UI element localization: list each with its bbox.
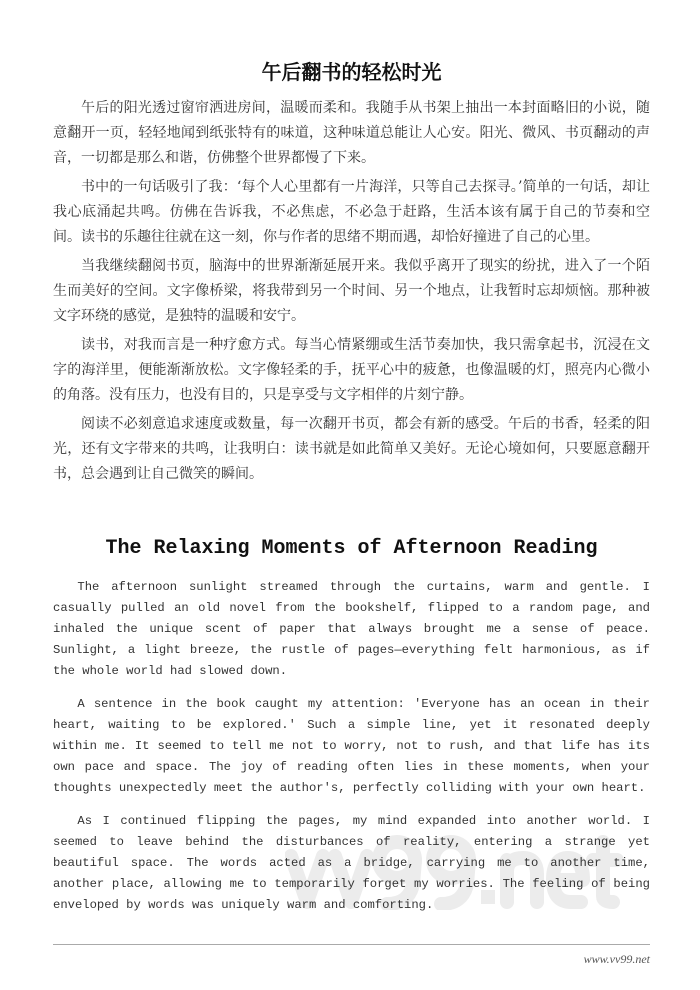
english-paragraph: The afternoon sunlight streamed through the curtains, warm and gentle. I casually pulled an old novel from the bookshelf, flipped to a random page, and inhaled the unique scent of paper that always brought me a sense of peace. Sunlight, a light breeze, the rustle of pages—everything felt harmonious, as if the whole world had slowed down. [53,580,650,678]
chinese-paragraph: 午后的阳光透过窗帘洒进房间，温暖而柔和。我随手从书架上抽出一本封面略旧的小说，随意翻开一页，轻轻地闻到纸张特有的味道，这种味道总能让人心安。阳光、微风、书页翻动的声音，一切都是那么和谐，仿佛整个世界都慢了下来。 [53,100,650,166]
english-paragraph: A sentence in the book caught my attention: 'Everyone has an ocean in their heart, waiting to be explored.' Such a simple line, yet it resonated deeply within me. It seemed to tell me not to worry, not to rush, and that life has its own pace and space. The joy of reading often lies in these moments, when your thoughts unexpectedly meet the author's, perfectly colliding with your own heart. [53,697,650,795]
footer-divider [53,944,650,945]
chinese-title: 午后翻书的轻松时光 [261,60,442,84]
footer-url: www.vv99.net [583,952,650,966]
document-page [53,0,650,990]
chinese-body [53,96,650,491]
english-paragraph: As I continued flipping the pages, my mind expanded into another world. I seemed to leave behind the disturbances of reality, entering a strange yet beautiful space. The words acted as a bridge, carrying me to another time, another place, allowing me to temporarily forget my worries. The feeling of being enveloped by words was uniquely warm and comforting. [53,814,650,912]
footer [53,928,650,990]
english-title: The Relaxing Moments of Afternoon Reading [105,537,598,560]
chinese-paragraph: 读书，对我而言是一种疗愈方式。每当心情紧绷或生活节奏加快，我只需拿起书，沉浸在文字的海洋里，便能渐渐放松。文字像轻柔的手，抚平心中的疲惫，也像温暖的灯，照亮内心微小的角落。没有压力，也没有目的，只是享受与文字相伴的片刻宁静。 [53,337,650,403]
english-body [53,577,650,928]
chinese-paragraph: 书中的一句话吸引了我：‘每个人心里都有一片海洋，只等自己去探寻。’简单的一句话，却让我心底涌起共鸣。仿佛在告诉我，不必焦虑，不必急于赶路，生活本该有属于自己的节奏和空间。读书的乐趣往往就在这一刻，你与作者的思绪不期而遇，却恰好撞进了自己的心里。 [53,179,650,245]
chinese-paragraph: 阅读不必刻意追求速度或数量，每一次翻开书页，都会有新的感受。午后的书香，轻柔的阳光，还有文字带来的共鸣，让我明白：读书就是如此简单又美好。无论心境如何，只要愿意翻开书，总会遇到让自己微笑的瞬间。 [53,416,650,482]
chinese-paragraph: 当我继续翻阅书页，脑海中的世界渐渐延展开来。我似乎离开了现实的纷扰，进入了一个陌生而美好的空间。文字像桥梁，将我带到另一个时间、另一个地点，让我暂时忘却烦恼。那种被文字环绕的感觉，是独特的温暖和安宁。 [53,258,650,324]
